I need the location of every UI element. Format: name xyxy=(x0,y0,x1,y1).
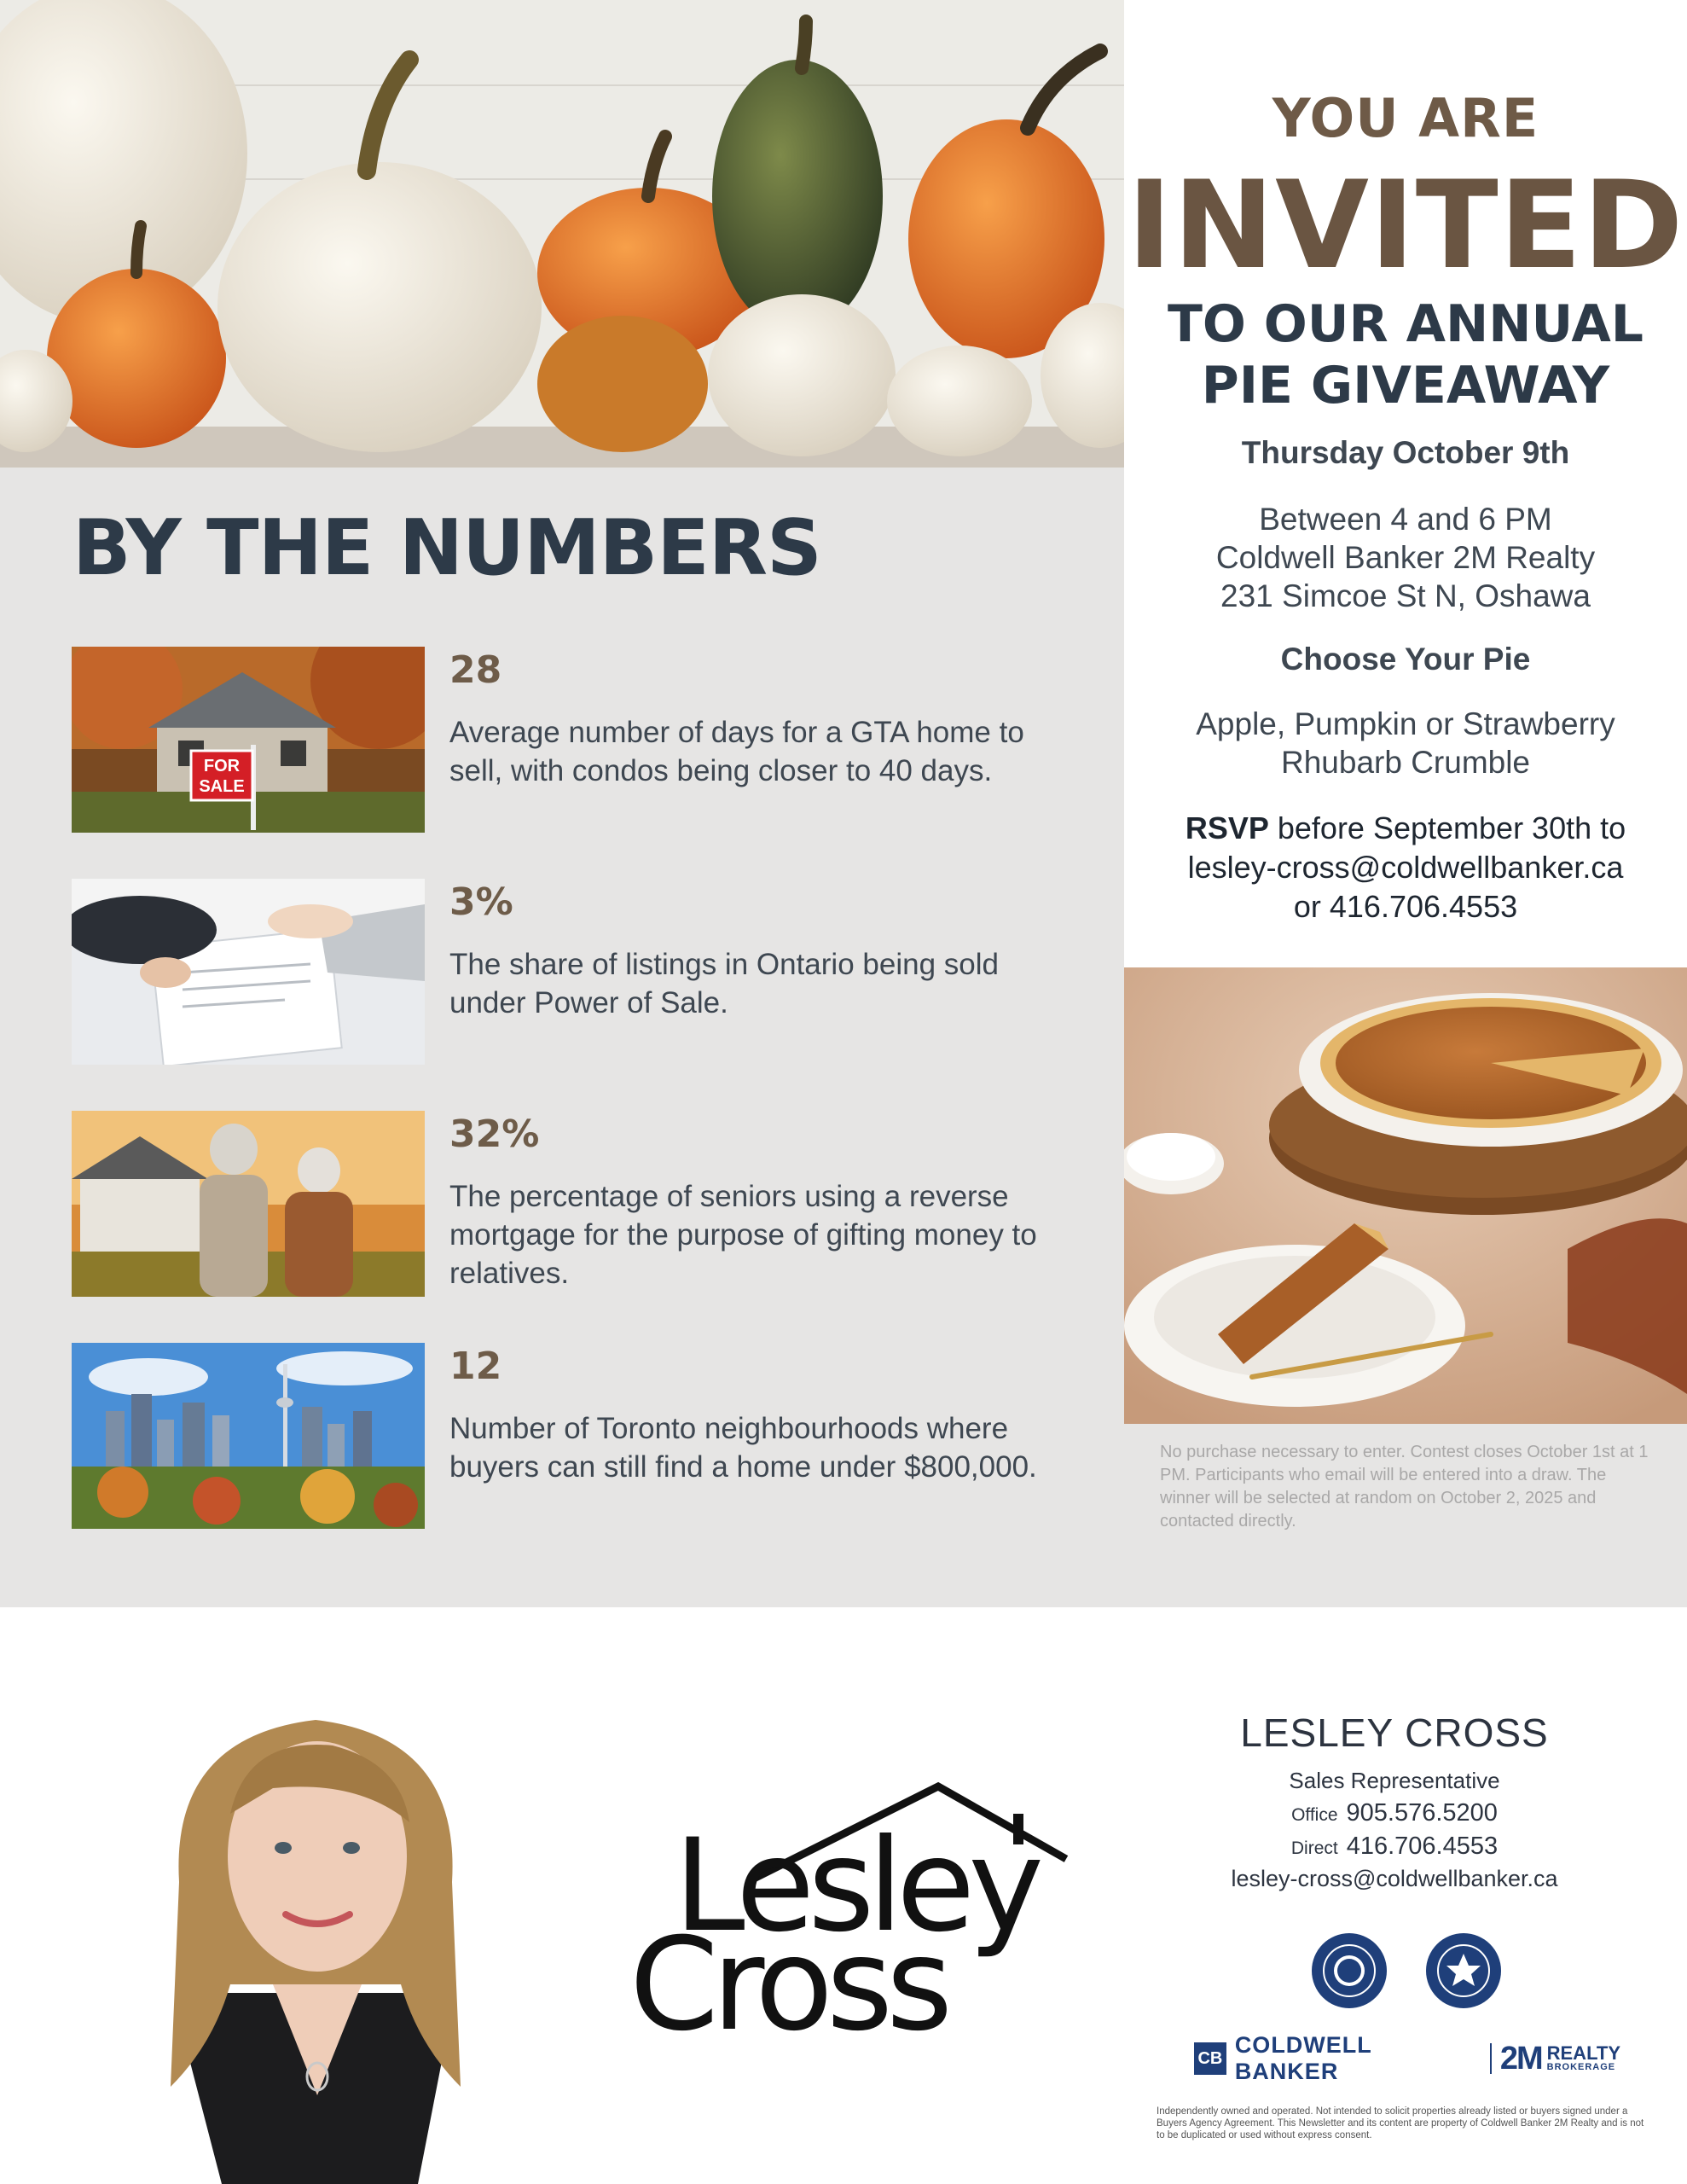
stat-item-toronto-neighbourhoods xyxy=(72,1343,1078,1531)
stat-value: 12 xyxy=(449,1345,502,1388)
agent-email[interactable]: lesley-cross@coldwellbanker.ca xyxy=(1231,1866,1558,1891)
pumpkin-pie-image xyxy=(1124,967,1687,1424)
contest-disclaimer xyxy=(1124,1424,1687,1607)
direct-phone[interactable]: 416.706.4553 xyxy=(1346,1833,1499,1860)
pumpkins-hero-image xyxy=(0,0,1124,468)
office-phone-row xyxy=(1160,1799,1629,1827)
rsvp-phone[interactable]: or 416.706.4553 xyxy=(1293,889,1518,924)
stat-value: 32% xyxy=(449,1112,540,1156)
stat-item-days-to-sell xyxy=(72,647,1078,834)
house-for-sale-image xyxy=(72,647,425,833)
stat-value: 3% xyxy=(449,880,513,924)
stat-description: The percentage of seniors using a reverse mortgage for the purpose of gifting money to relatives. xyxy=(449,1180,1037,1290)
agent-contact-card xyxy=(1160,1710,1629,1892)
seniors-couple-image xyxy=(72,1111,425,1297)
rsvp-info xyxy=(1124,809,1687,926)
agent-name: LESLEY CROSS xyxy=(1240,1711,1549,1755)
event-office: Coldwell Banker 2M Realty xyxy=(1215,540,1596,575)
ultimate-service-award-badge-icon xyxy=(1424,1931,1503,2010)
cb-mark-icon: CB xyxy=(1194,2042,1226,2075)
rsvp-email[interactable]: lesley-cross@coldwellbanker.ca xyxy=(1187,850,1624,885)
event-details xyxy=(1124,500,1687,615)
stat-value: 28 xyxy=(449,648,502,692)
stat-description: Average number of days for a GTA home to sell, with condos being closer to 40 days. xyxy=(449,716,1024,787)
logo-word-last: Cross xyxy=(629,1911,947,2059)
pie-options-line-1: Apple, Pumpkin or Strawberry xyxy=(1196,706,1615,741)
brand-brokerage-label: BROKERAGE xyxy=(1546,2062,1616,2072)
stat-item-power-of-sale xyxy=(72,879,1078,1066)
office-phone[interactable]: 905.576.5200 xyxy=(1346,1799,1498,1827)
stat-description: Number of Toronto neighbourhoods where buyers can still find a home under $800,000. xyxy=(449,1412,1037,1484)
brand-2m: 2M xyxy=(1499,2040,1542,2077)
signing-documents-image xyxy=(72,879,425,1065)
direct-phone-label: Direct xyxy=(1290,1838,1338,1858)
brand-realty-label: REALTY xyxy=(1546,2042,1620,2064)
logo-word-first: Lesley xyxy=(674,1812,1038,1960)
agent-headshot xyxy=(77,1686,554,2184)
rsvp-deadline: before September 30th to xyxy=(1268,810,1626,845)
event-date: Thursday October 9th xyxy=(1241,435,1570,470)
direct-phone-row xyxy=(1160,1833,1629,1861)
invite-heading-line-b: PIE GIVEAWAY xyxy=(1201,356,1610,415)
toronto-skyline-image xyxy=(72,1343,425,1529)
invite-heading-event xyxy=(1124,293,1687,416)
pie-options-line-2: Rhubarb Crumble xyxy=(1280,745,1531,780)
invite-heading-line-a: TO OUR ANNUAL xyxy=(1167,294,1644,354)
coldwell-banker-2m-realty-logo xyxy=(1194,2032,1620,2084)
agent-title: Sales Representative xyxy=(1289,1768,1500,1793)
section-title: BY THE NUMBERS xyxy=(72,503,821,593)
stat-description: The share of listings in Ontario being sold under Power of Sale. xyxy=(449,948,999,1019)
legal-notice: Independently owned and operated. Not intended to solicit properties already listed or buyers signed under a Buyers Agency Agreement. This Newsletter and its content are property of Coldwell Banker 2M Realty and is not to be duplicated or used without express consent. xyxy=(1157,2106,1644,2140)
event-time: Between 4 and 6 PM xyxy=(1259,502,1552,537)
choose-pie-heading: Choose Your Pie xyxy=(1280,642,1531,677)
disclaimer-text: No purchase necessary to enter. Contest closes October 1st at 1 PM. Participants who email will be entered into a draw. The winner will be selected at random on October 2, 2025 and contacted directly. xyxy=(1160,1443,1649,1531)
brand-name: COLDWELL BANKER xyxy=(1234,2032,1372,2084)
sterling-society-badge-icon xyxy=(1310,1931,1388,2010)
office-phone-label: Office xyxy=(1291,1805,1338,1825)
stat-item-reverse-mortgage xyxy=(72,1111,1078,1298)
invite-heading-invited: INVITED xyxy=(1127,155,1684,296)
event-address: 231 Simcoe St N, Oshawa xyxy=(1220,578,1591,613)
brand-divider xyxy=(1490,2043,1492,2074)
invitation-panel xyxy=(1124,0,1687,967)
for-sale-sign-text-1: FOR xyxy=(203,757,241,775)
rsvp-label: RSVP xyxy=(1185,810,1269,845)
invite-heading-you-are: YOU ARE xyxy=(1272,87,1539,149)
footer xyxy=(0,1607,1687,2184)
brand-realty xyxy=(1546,2042,1620,2072)
lesley-cross-logo xyxy=(623,1778,1083,2059)
for-sale-sign-text-2: SALE xyxy=(199,777,245,796)
by-the-numbers-panel xyxy=(0,468,1124,1607)
pie-options xyxy=(1124,705,1687,781)
